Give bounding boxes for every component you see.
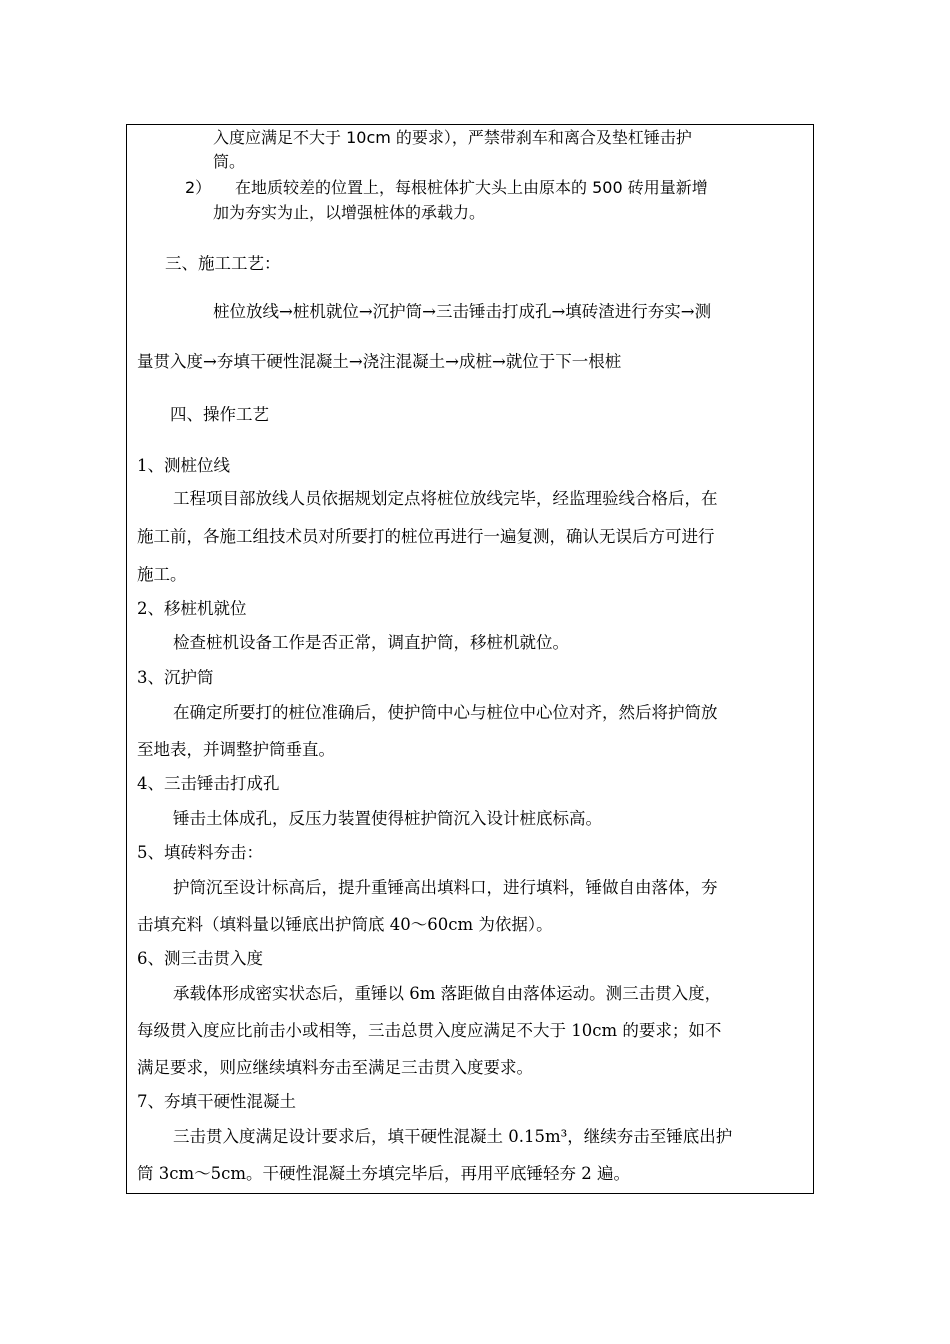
step-heading: 1、测桩位线	[137, 456, 230, 475]
text-line: 筒。	[213, 152, 246, 171]
text-line: 检查桩机设备工作是否正常，调直护筒，移桩机就位。	[173, 633, 569, 652]
text-line: 筒 3cm～5cm。干硬性混凝土夯填完毕后，再用平底锤轻夯 2 遍。	[137, 1164, 631, 1183]
text-line: 至地表，并调整护筒垂直。	[137, 740, 335, 759]
text-line: 工程项目部放线人员依据规划定点将桩位放线完毕，经监理验线合格后，在	[173, 489, 718, 508]
text-line: 施工。	[137, 565, 187, 584]
text-line: 加为夯实为止，以增强桩体的承载力。	[213, 203, 486, 222]
text-line: 桩位放线→桩机就位→沉护筒→三击锤击打成孔→填砖渣进行夯实→测	[213, 302, 712, 321]
text-line: 锤击土体成孔，反压力装置使得桩护筒沉入设计桩底标高。	[173, 809, 602, 828]
text-line: 三击贯入度满足设计要求后，填干硬性混凝土 0.15m³，继续夯击至锤底出护	[173, 1127, 733, 1146]
section-heading: 四、操作工艺	[170, 405, 269, 424]
text-line: 在地质较差的位置上，每根桩体扩大头上由原本的 500 砖用量新增	[235, 178, 708, 197]
text-line: 击填充料（填料量以锤底出护筒底 40～60cm 为依据）。	[137, 915, 553, 934]
step-heading: 2、移桩机就位	[137, 599, 247, 618]
text-line: 满足要求，则应继续填料夯击至满足三击贯入度要求。	[137, 1058, 533, 1077]
step-heading: 6、测三击贯入度	[137, 949, 263, 968]
list-number: 2）	[185, 178, 212, 197]
step-heading: 3、沉护筒	[137, 668, 214, 687]
text-line: 在确定所要打的桩位准确后，使护筒中心与桩位中心位对齐，然后将护筒放	[173, 703, 718, 722]
step-heading: 7、夯填干硬性混凝土	[137, 1092, 296, 1111]
text-line: 护筒沉至设计标高后，提升重锤高出填料口，进行填料，锤做自由落体，夯	[173, 878, 718, 897]
text-line: 承载体形成密实状态后，重锤以 6m 落距做自由落体运动。测三击贯入度，	[173, 984, 722, 1003]
text-line: 施工前，各施工组技术员对所要打的桩位再进行一遍复测，确认无误后方可进行	[137, 527, 715, 546]
step-heading: 5、填砖料夯击：	[137, 843, 263, 862]
text-line: 每级贯入度应比前击小或相等，三击总贯入度应满足不大于 10cm 的要求；如不	[137, 1021, 722, 1040]
section-heading: 三、施工工艺：	[165, 254, 281, 273]
text-line: 入度应满足不大于 10cm 的要求），严禁带刹车和离合及垫杠锤击护	[213, 128, 692, 147]
step-heading: 4、三击锤击打成孔	[137, 774, 280, 793]
text-line: 量贯入度→夯填干硬性混凝土→浇注混凝土→成桩→就位于下一根桩	[137, 352, 622, 371]
